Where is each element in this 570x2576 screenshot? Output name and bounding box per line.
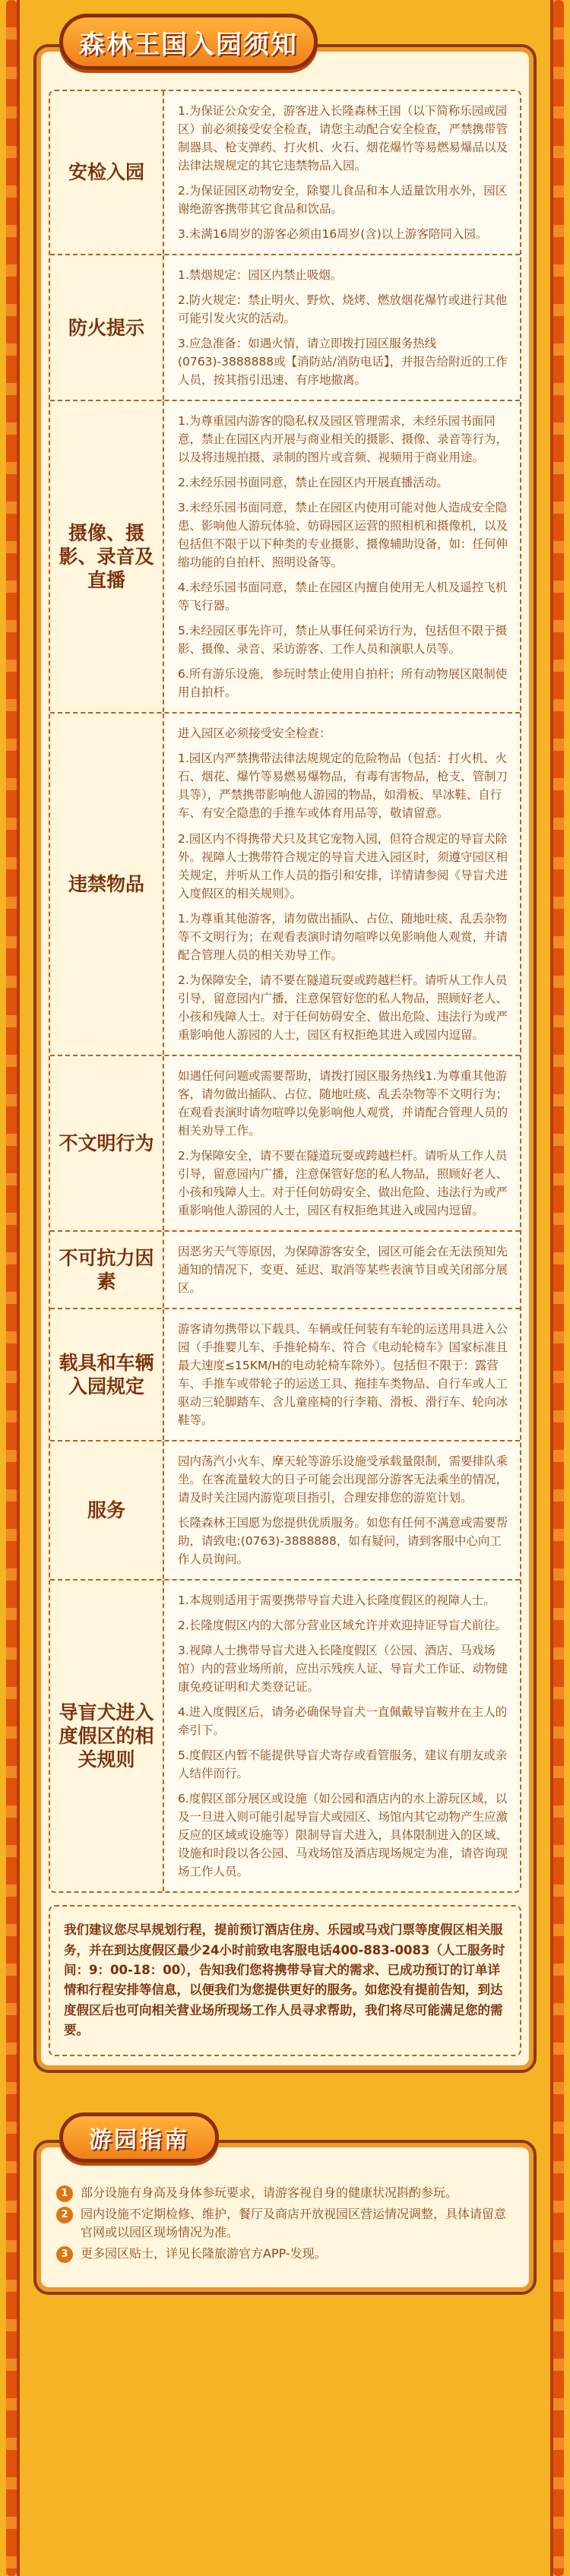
rule-paragraph: 1.为尊重其他游客，请勿做出插队、占位、随地吐痰、乱丢杂物等不文明行为；在观看表演时请勿喧哗以免影响他人观赏，并请配合管理人员的相关劝导工作。 (178, 911, 508, 962)
rule-body (164, 91, 520, 254)
rule-paragraph: 游客请勿携带以下载具、车辆或任何装有车轮的运送用具进入公园（手推婴儿车、手推轮椅车、符合《电动轮椅车》国家标准且最大速度≤15KM/H的电动轮椅车除外）。包括但不限于：露营车、手推车或带轮子的运送工具、拖挂车类物品、自行车或人工驱动三轮脚踏车、含儿童座椅的行李箱、滑板、滑行车、轮向冰鞋等。 (178, 1321, 508, 1427)
rule-paragraph: 6.所有游乐设施，参玩时禁止使用自拍杆；所有动物展区限制使用自拍杆。 (178, 667, 508, 700)
guide-item (56, 2184, 514, 2202)
rule-paragraph: 1.园区内严禁携带法律法规规定的危险物品（包括：打火机、火石、烟花、爆竹等易燃易爆物品，有毒有害物品，枪支、管制刀具等），严禁携带影响他人游园的物品，如滑板、旱冰鞋、自行车、有安全隐患的手推车或体育用品等，敬请留意。 (178, 752, 508, 821)
rule-row (50, 1441, 520, 1581)
rule-row (50, 1581, 520, 1891)
rule-body (164, 1441, 520, 1579)
guide-item-number: 3 (56, 2246, 73, 2263)
rule-body (164, 1309, 520, 1440)
rule-paragraph: 3.未经乐园书面同意，禁止在园区内使用可能对他人造成安全隐患、影响他人游玩体验、妨碍园区运营的照相机和摄像机，以及包括但不限于以下种类的专业摄影、摄像辅助设备，如：任何伸缩功能的自拍杆、照明设备等。 (178, 501, 508, 570)
rule-paragraph: 1.为保证公众安全，游客进入长隆森林王国（以下简称乐园或园区）前必须接受安全检查，请您主动配合安全检查，严禁携带管制器具、枪支弹药、打火机、火石、烟花爆竹等易燃易爆品以及法律法规规定的其它违禁物品入园。 (178, 104, 508, 173)
guide-item-text: 更多园区贴士，详见长隆旅游官方APP-发现。 (81, 2245, 327, 2261)
rule-paragraph: 4.进入度假区后，请务必确保导盲犬一直佩戴导盲鞍并在主人的牵引下。 (178, 1705, 508, 1738)
rule-paragraph: 如遇任何问题或需要帮助，请拨打园区服务热线1.为尊重其他游客，请勿做出插队、占位、随地吐痰、乱丢杂物等不文明行为；在观看表演时请勿喧哗以免影响他人观赏，并请配合管理人员的相关劝导工作。 (178, 1068, 508, 1138)
rule-row (50, 1309, 520, 1441)
rule-body (164, 401, 520, 712)
rule-body (164, 714, 520, 1054)
guide-item (56, 2245, 514, 2263)
rule-paragraph: 3.未满16周岁的游客必须由16周岁(含)以上游客陪同入园。 (178, 227, 488, 242)
rule-category: 载具和车辆入园规定 (50, 1309, 164, 1440)
rule-row (50, 714, 520, 1055)
rule-category: 摄像、摄影、录音及直播 (50, 401, 164, 712)
rule-paragraph: 2.为保障安全，请不要在隧道玩耍或跨越栏杆。请听从工作人员引导，留意园内广播，注意保管好您的私人物品，照顾好老人、小孩和残障人士。对于任何妨碍安全、做出危险、违法行为或严重影响他人游园的人士，园区有权拒绝其进入或园内逗留。 (178, 1148, 508, 1217)
rule-paragraph: 长隆森林王国愿为您提供优质服务。如您有任何不满意或需要帮助，请致电:(0763)-3888888，如有疑问，请到客服中心向工作人员询问。 (178, 1515, 508, 1567)
rule-paragraph: 6.度假区部分展区或设施（如公园和酒店内的水上游玩区域，以及一旦进入则可能引起导盲犬或园区、场馆内其它动物产生应激反应的区域或设施等）限制导盲犬进入，具体限制进入的区域、设施和时段以各公园、马戏场馆及酒店现场规定为准，请咨询现场工作人员。 (178, 1792, 508, 1879)
rule-category: 防火提示 (50, 255, 164, 400)
left-decorative-ribbon (6, 0, 17, 2576)
notice-title: 森林王国入园须知 (59, 14, 318, 70)
rule-paragraph: 3.应急准备：如遇火情，请立即拨打园区服务热线(0763)-3888888或【消防站/消防电话】，并报告给附近的工作人员，按其指引迅速、有序地撤离。 (178, 337, 508, 388)
rule-row (50, 255, 520, 401)
rule-paragraph: 2.为保障安全，请不要在隧道玩耍或跨越栏杆。请听从工作人员引导，留意园内广播，注意保管好您的私人物品，照顾好老人、小孩和残障人士。对于任何妨碍安全、做出危险、违法行为或严重影响他人游园的人士，园区有权拒绝其进入或园内逗留。 (178, 973, 508, 1042)
guide-item (56, 2205, 514, 2242)
guide-panel (33, 2140, 537, 2295)
rule-category: 不可抗力因素 (50, 1232, 164, 1308)
rule-paragraph: 1.为尊重园内游客的隐私权及园区管理需求，未经乐园书面同意，禁止在园区内开展与商业相关的摄影、摄像、录音等行为，以及将违规拍摄、录制的图片或音频、视频用于商业用途。 (178, 414, 508, 465)
guide-item-number: 2 (56, 2207, 73, 2223)
rule-paragraph: 1.本规则适用于需要携带导盲犬进入长隆度假区的视障人士。 (178, 1593, 496, 1608)
rule-paragraph: 2.防火规定：禁止明火、野炊、烧烤、燃放烟花爆竹或进行其他可能引发火灾的活动。 (178, 293, 508, 326)
rule-paragraph: 因恶劣天气等原因，为保障游客安全，园区可能会在无法预知先通知的情况下，变更、延迟、取消等某些表演节目或关闭部分展区。 (178, 1244, 508, 1295)
rule-category: 服务 (50, 1441, 164, 1579)
rule-category: 安检入园 (50, 91, 164, 254)
rule-category: 违禁物品 (50, 714, 164, 1054)
rule-paragraph: 5.未经园区事先许可，禁止从事任何采访行为，包括但不限于摄影、摄像、录音、采访游客、工作人员和演职人员等。 (178, 624, 508, 657)
rule-paragraph: 4.未经乐园书面同意，禁止在园区内擅自使用无人机及遥控飞机等飞行器。 (178, 581, 508, 613)
rule-paragraph: 1.禁烟规定：园区内禁止吸烟。 (178, 268, 343, 283)
rule-body (164, 1232, 520, 1308)
rule-paragraph: 2.园区内不得携带犬只及其它宠物入园，但符合规定的导盲犬除外。视障人士携带符合规定的导盲犬进入园区时，须遵守园区相关规定，并听从工作人员的指引和安排，详情请参阅《导盲犬进入度假区的相关规则》。 (178, 831, 508, 900)
rule-row (50, 1056, 520, 1232)
rule-row (50, 91, 520, 255)
rule-row (50, 1232, 520, 1309)
guide-title: 游园指南 (59, 2112, 219, 2163)
guide-item-number: 1 (56, 2185, 73, 2202)
rule-paragraph: 5.度假区内暂不能提供导盲犬寄存或看管服务，建议有朋友或亲人结伴而行。 (178, 1748, 508, 1781)
guide-dog-booking-note: 我们建议您尽早规划行程，提前预订酒店住房、乐园或马戏门票等度假区相关服务，并在到达度假区最少24小时前致电客服电话400-883-0083（人工服务时间：9：00-18：00），告知我们您将携带导盲犬的需求、已成功预订的订单详情和行程安排等信息，以便我们为您提供更好的服务。如您没有提前告知，到达度假区后也可向相关营业场所现场工作人员寻求帮助，我们将尽可能满足您的需要。 (49, 1905, 521, 2055)
guide-item-text: 园内设施不定期检修、维护，餐厅及商店开放视园区营运情况调整，具体请留意官网或以园区现场情况为准。 (81, 2206, 507, 2239)
rule-body (164, 255, 520, 400)
rule-paragraph: 2.长隆度假区内的大部分营业区域允许并欢迎持证导盲犬前往。 (178, 1619, 508, 1633)
rule-row (50, 401, 520, 714)
rule-category: 导盲犬进入度假区的相关规则 (50, 1581, 164, 1891)
page (33, 14, 537, 2562)
notice-panel (33, 44, 537, 2073)
rule-category: 不文明行为 (50, 1056, 164, 1230)
rule-paragraph: 进入园区必须接受安全检查： (178, 726, 331, 741)
guide-item-text: 部分设施有身高及身体参玩要求，请游客视自身的健康状况斟酌参玩。 (81, 2185, 458, 2200)
rule-paragraph: 园内荡汽小火车、摩天轮等游乐设施受承载量限制，需要排队乘坐。在客流量较大的日子可能会出现部分游客无法乘坐的情况，请及时关注园内游览项目指引，合理安排您的游览计划。 (178, 1454, 508, 1505)
rule-body (164, 1581, 520, 1891)
rule-paragraph: 2.为保证园区动物安全，除婴儿食品和本人适量饮用水外，园区谢绝游客携带其它食品和饮品。 (178, 184, 508, 217)
rule-paragraph: 3.视障人士携带导盲犬进入长隆度假区（公园、酒店、马戏场馆）内的营业场所前，应出示残疾人证、导盲犬工作证、动物健康免疫证明和犬类登记证。 (178, 1644, 508, 1695)
rule-body (164, 1056, 520, 1230)
rule-table (49, 90, 521, 1893)
rule-paragraph: 2.未经乐园书面同意，禁止在园区内开展直播活动。 (178, 476, 448, 490)
right-decorative-ribbon (553, 0, 564, 2576)
